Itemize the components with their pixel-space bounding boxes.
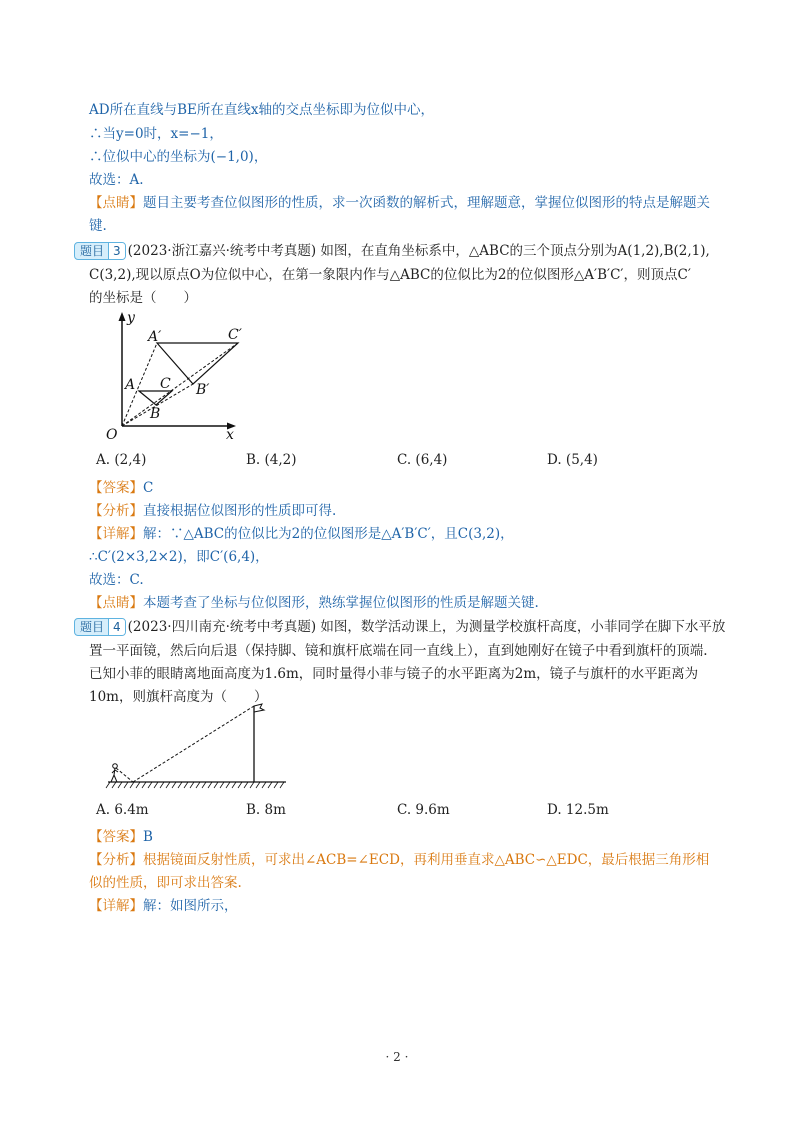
flag-icon [254, 704, 264, 712]
comment-text: 本题考查了坐标与位似图形，熟练掌握位似图形的性质是解题关键. [143, 595, 539, 611]
point-c2-label: C′ [228, 327, 242, 343]
detail-text: 解：如图所示， [143, 898, 238, 914]
detail-line: 故选：C. [89, 572, 144, 588]
answer-value: B [143, 829, 153, 845]
point-b-label: B [150, 406, 161, 422]
question-4-line [74, 617, 725, 637]
detail-tag: 【详解】 [89, 526, 143, 542]
question-3-line [74, 241, 710, 261]
question-4-line: 置一平面镜，然后向后退（保持脚、镜和旗杆底端在同一直线上），直到她刚好在镜子中看到旗杆的顶端. [89, 643, 708, 659]
point-a2-label: A′ [148, 329, 162, 345]
detail-line [89, 896, 238, 916]
question-4-line: 10m，则旗杆高度为（ ） [89, 689, 268, 705]
comment-line [89, 193, 710, 213]
origin-label: O [106, 427, 118, 443]
ground-hatch [106, 782, 284, 788]
question-3-line: C(3,2),现以原点O为位似中心，在第一象限内作与△ABC的位似比为2的位似图形△A′B′C′，则顶点C′ [89, 267, 691, 283]
detail-text: 解：∵△ABC的位似比为2的位似图形是△A′B′C′，且C(3,2)， [143, 526, 514, 542]
analysis-text: 根据镜面反射性质，可求出∠ACB=∠ECD，再利用垂直求△ABC∽△EDC，最后根据三角形相 [143, 852, 710, 868]
page-number: · 2 · [385, 1050, 409, 1064]
option-c[interactable]: C. 9.6m [397, 802, 450, 818]
detail-tag: 【详解】 [89, 898, 143, 914]
person-icon [111, 764, 118, 782]
answer-tag: 【答案】 [89, 829, 143, 845]
triangle-abc [139, 391, 172, 405]
point-c-label: C [160, 376, 171, 392]
option-a[interactable]: A. 6.4m [96, 802, 149, 818]
detail-line [89, 524, 514, 544]
comment-tag: 【点睛】 [89, 595, 143, 611]
question-number: 4 [108, 619, 125, 635]
answer-line [89, 827, 153, 847]
solution-line: ∴位似中心的坐标为(−1,0)， [89, 149, 268, 165]
solution-line: ∴当y=0时，x=−1， [89, 126, 223, 142]
answer-line [89, 478, 153, 498]
dashed-sightline-eye [116, 768, 133, 782]
x-label: x [226, 427, 234, 443]
analysis-line [89, 501, 336, 521]
question-3-line: 的坐标是（ ） [89, 290, 197, 306]
question-4-line: 已知小菲的眼睛离地面高度为1.6m，同时量得小菲与镜子的水平距离为2m，镜子与旗杆的水平距离为 [89, 666, 699, 682]
comment-line: 键. [89, 218, 107, 234]
flagpole-figure [104, 700, 294, 792]
analysis-tag: 【分析】 [89, 852, 143, 868]
detail-line: ∴C′(2×3,2×2)，即C′(6,4)， [89, 549, 269, 565]
dashed-sightline-top [133, 706, 254, 782]
y-label: y [127, 310, 135, 326]
analysis-line: 似的性质，即可求出答案. [89, 875, 242, 891]
question-badge: 题目 4 [74, 618, 126, 636]
solution-line: AD所在直线与BE所在直线x轴的交点坐标即为位似中心， [89, 102, 434, 118]
comment-tag: 【点睛】 [89, 195, 143, 211]
question-text: (2023·四川南充·统考中考真题) 如图，数学活动课上，为测量学校旗杆高度，小菲同学在脚下水平放 [127, 619, 726, 635]
comment-line [89, 593, 539, 613]
solution-line: 故选：A. [89, 172, 144, 188]
point-b2-label: B′ [196, 382, 210, 398]
answer-value: C [143, 480, 154, 496]
question-badge: 题目 3 [74, 242, 126, 260]
answer-tag: 【答案】 [89, 480, 143, 496]
option-a[interactable]: A. (2,4) [96, 452, 147, 468]
option-c[interactable]: C. (6,4) [397, 452, 448, 468]
analysis-text: 直接根据位似图形的性质即可得. [143, 503, 337, 519]
coordinate-figure [100, 308, 260, 443]
option-b[interactable]: B. (4,2) [246, 452, 297, 468]
question-text: (2023·浙江嘉兴·统考中考真题) 如图，在直角坐标系中，△ABC的三个顶点分别为A(1,2),B(2,1), [127, 243, 710, 259]
option-d[interactable]: D. 12.5m [547, 802, 609, 818]
analysis-line [89, 850, 709, 870]
option-b[interactable]: B. 8m [246, 802, 286, 818]
point-a-label: A [125, 377, 136, 393]
y-axis-arrow [119, 312, 126, 321]
comment-text: 题目主要考查位似图形的性质，求一次函数的解析式，理解题意，掌握位似图形的特点是解题关 [143, 195, 710, 211]
analysis-tag: 【分析】 [89, 503, 143, 519]
option-d[interactable]: D. (5,4) [547, 452, 598, 468]
question-number: 3 [108, 243, 125, 259]
